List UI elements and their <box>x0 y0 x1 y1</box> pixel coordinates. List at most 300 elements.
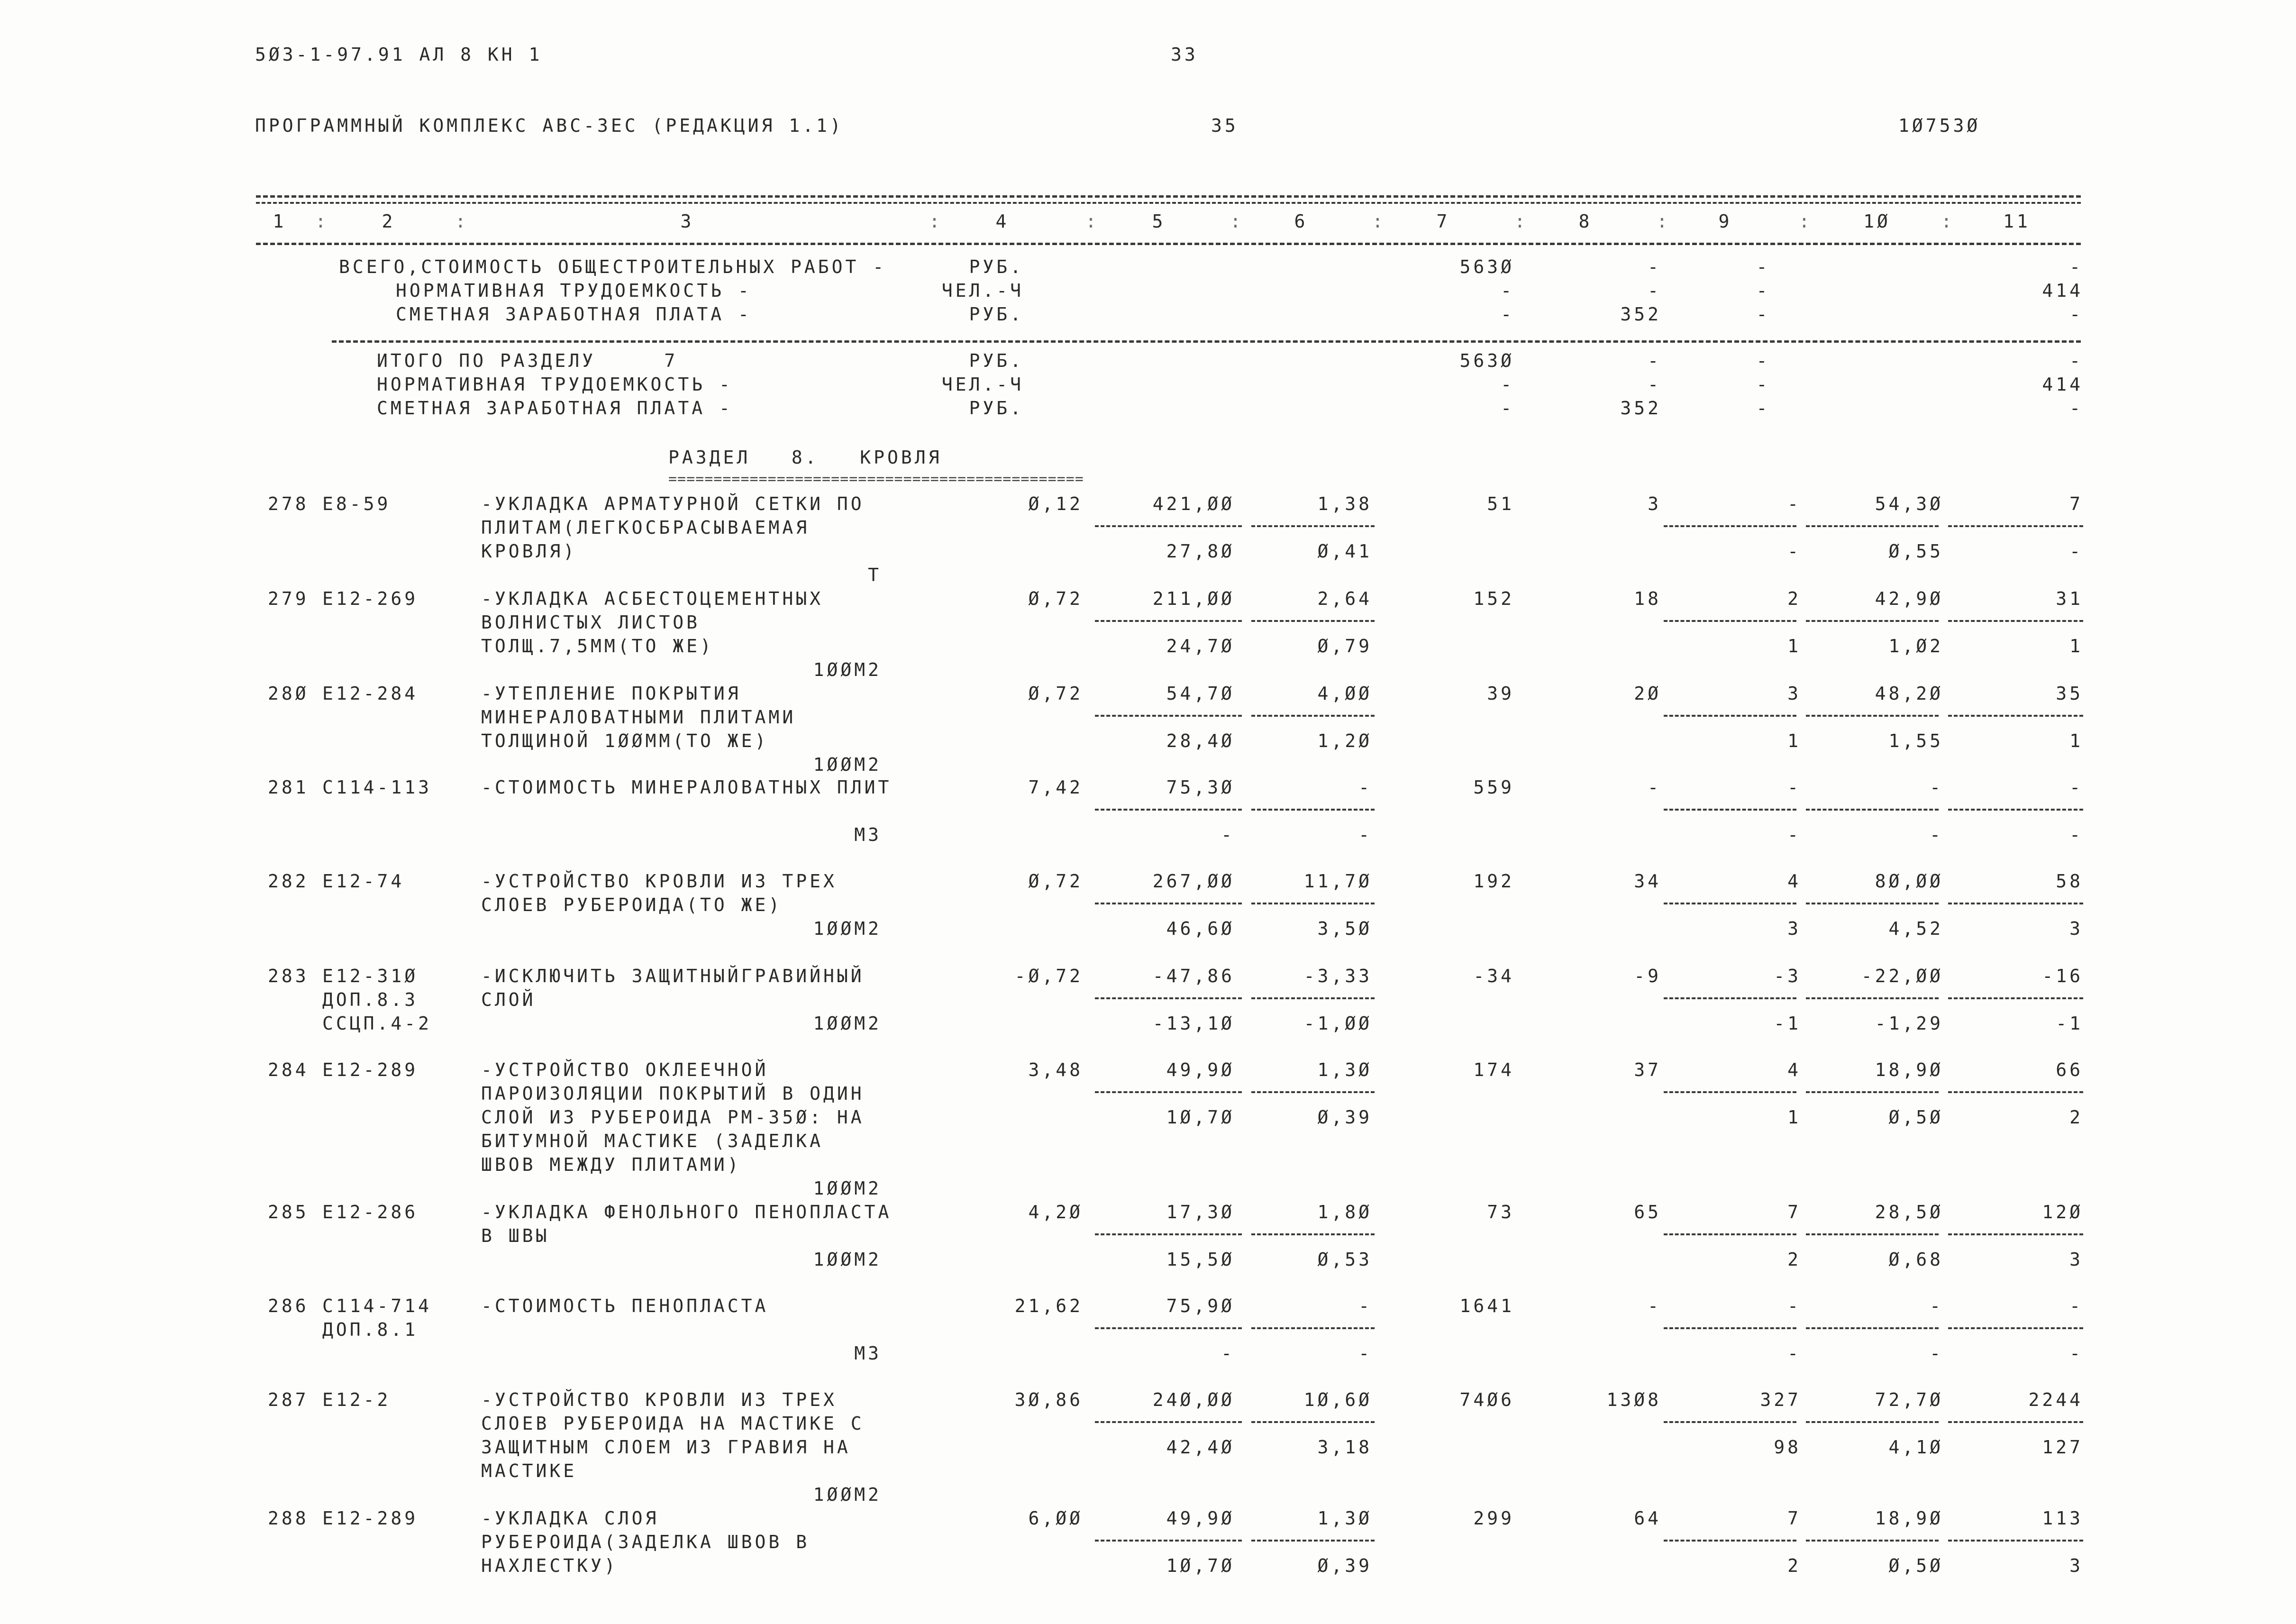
row-value-c11: 113 <box>2042 1508 2083 1529</box>
row-subrule-c5 <box>1095 903 1242 904</box>
row-subrule-c11 <box>1948 997 2083 999</box>
row-description: -УКЛАДКА СЛОЯ <box>481 1508 659 1529</box>
row-value-c5-lower: -13,1Ø <box>1152 1013 1235 1034</box>
row-norm-code: ДОП.8.3 <box>322 989 419 1010</box>
summary-col9: - <box>1756 256 1770 277</box>
row-value-c10: - <box>1930 777 1943 798</box>
row-value-c4: 6,ØØ <box>1028 1508 1083 1529</box>
row-subrule-c10 <box>1806 1233 1939 1235</box>
column-header-5: 5 <box>1152 211 1166 232</box>
row-value-c6: - <box>1358 1296 1372 1316</box>
row-subrule-c10 <box>1806 1091 1939 1093</box>
row-subrule-c10 <box>1806 1421 1939 1423</box>
row-unit: 1ØØМ2 <box>813 1249 882 1270</box>
summary-unit: ЧЕЛ.-Ч <box>941 280 1024 301</box>
row-value-c7: 299 <box>1473 1508 1514 1529</box>
row-value-c7: 559 <box>1473 777 1514 798</box>
row-description: -УКЛАДКА АРМАТУРНОЙ СЕТКИ ПО <box>481 493 865 514</box>
row-value-c4: Ø,72 <box>1028 588 1083 609</box>
row-subrule-c11 <box>1948 1327 2083 1329</box>
row-subrule-c9 <box>1664 1540 1796 1542</box>
row-unit: 1ØØМ2 <box>813 918 882 939</box>
row-description: -УКЛАДКА ФЕНОЛЬНОГО ПЕНОПЛАСТА <box>481 1202 892 1223</box>
row-description: -ИСКЛЮЧИТЬ ЗАЩИТНЫЙГРАВИЙНЫЙ <box>481 966 865 986</box>
column-header-7: 7 <box>1436 211 1450 232</box>
column-separator: : <box>1514 211 1528 232</box>
row-value-c10-lower: -1,29 <box>1875 1013 1943 1034</box>
column-separator: : <box>1657 211 1670 232</box>
row-value-c10-lower: - <box>1930 1343 1943 1364</box>
row-value-c11: - <box>2069 1296 2083 1316</box>
row-description: ВОЛНИСТЫХ ЛИСТОВ <box>481 612 701 633</box>
summary-col9: - <box>1756 374 1770 395</box>
summary-col9: - <box>1756 398 1770 419</box>
summary-col11: - <box>2069 350 2083 371</box>
row-value-c9: 3 <box>1787 683 1801 704</box>
row-value-c11: - <box>2069 777 2083 798</box>
row-value-c6-lower: -1,ØØ <box>1303 1013 1372 1034</box>
row-subrule-c11 <box>1948 903 2083 904</box>
row-number: 285 <box>268 1202 309 1223</box>
row-value-c4: 3Ø,86 <box>1014 1389 1083 1410</box>
row-value-c5: 211,ØØ <box>1152 588 1235 609</box>
row-value-c11: -16 <box>2042 966 2083 986</box>
row-subrule-c9 <box>1664 1421 1796 1423</box>
row-value-c9-lower: - <box>1787 1343 1801 1364</box>
summary-label: СМЕТНАЯ ЗАРАБОТНАЯ ПЛАТА - <box>377 398 733 419</box>
summary-col8: - <box>1648 374 1661 395</box>
row-value-c6: 2,64 <box>1317 588 1372 609</box>
row-value-c10: 48,2Ø <box>1875 683 1943 704</box>
row-value-c10-lower: Ø,55 <box>1888 541 1943 562</box>
column-separator: : <box>455 211 469 232</box>
row-value-c5: 54,7Ø <box>1166 683 1235 704</box>
row-subrule-c5 <box>1095 715 1242 717</box>
row-value-c5: 17,3Ø <box>1166 1202 1235 1223</box>
row-subrule-c5 <box>1095 1327 1242 1329</box>
row-value-c7: 74Ø6 <box>1459 1389 1514 1410</box>
row-subrule-c6 <box>1251 1540 1375 1542</box>
row-value-c5: 75,9Ø <box>1166 1296 1235 1316</box>
row-description: МИНЕРАЛОВАТНЫМИ ПЛИТАМИ <box>481 707 796 728</box>
row-subrule-c6 <box>1251 809 1375 811</box>
row-value-c11-lower: 1 <box>2069 730 2083 751</box>
row-value-c10: 18,9Ø <box>1875 1059 1943 1080</box>
row-subrule-c11 <box>1948 809 2083 811</box>
document-reference: 5Ø3-1-97.91 АЛ 8 КН 1 <box>255 44 543 65</box>
column-separator: : <box>929 211 943 232</box>
row-description: СЛОЙ ИЗ РУБЕРОИДА РМ-35Ø: НА <box>481 1107 865 1128</box>
row-value-c10-lower: 1,55 <box>1888 730 1943 751</box>
row-description: -УТЕПЛЕНИЕ ПОКРЫТИЯ <box>481 683 741 704</box>
row-unit: 1ØØМ2 <box>813 754 882 775</box>
row-value-c8: - <box>1648 1296 1661 1316</box>
table-top-rule-2 <box>256 202 2081 204</box>
row-value-c10: - <box>1930 1296 1943 1316</box>
summary-col9: - <box>1756 280 1770 301</box>
row-value-c6-lower: Ø,39 <box>1317 1555 1372 1576</box>
row-value-c6-lower: - <box>1358 824 1372 845</box>
row-subrule-c9 <box>1664 997 1796 999</box>
row-norm-code: ССЦП.4-2 <box>322 1013 432 1034</box>
summary-col8: 352 <box>1620 304 1661 325</box>
row-norm-code: С114-113 <box>322 777 432 798</box>
page-number-top: 33 <box>1171 44 1198 65</box>
row-description: СЛОЙ <box>481 989 536 1010</box>
row-value-c11-lower: 3 <box>2069 918 2083 939</box>
summary-col8: - <box>1648 350 1661 371</box>
row-value-c6: 4,ØØ <box>1317 683 1372 704</box>
row-value-c11: 7 <box>2069 493 2083 514</box>
row-value-c8: 64 <box>1634 1508 1661 1529</box>
summary-col7: 563Ø <box>1459 256 1514 277</box>
row-value-c9: 4 <box>1787 871 1801 892</box>
row-value-c10-lower: Ø,5Ø <box>1888 1555 1943 1576</box>
row-norm-code: Е12-284 <box>322 683 419 704</box>
row-value-c7: 1641 <box>1459 1296 1514 1316</box>
row-value-c9: 4 <box>1787 1059 1801 1080</box>
row-value-c7: 73 <box>1487 1202 1514 1223</box>
row-norm-code: Е12-269 <box>322 588 419 609</box>
row-value-c11-lower: 2 <box>2069 1107 2083 1128</box>
row-unit: 1ØØМ2 <box>813 1484 882 1505</box>
column-header-10: 1Ø <box>1863 211 1891 232</box>
row-value-c5: -47,86 <box>1152 966 1235 986</box>
row-value-c11-lower: 3 <box>2069 1249 2083 1270</box>
row-value-c9: 2 <box>1787 588 1801 609</box>
row-subrule-c10 <box>1806 715 1939 717</box>
row-value-c6: 1,38 <box>1317 493 1372 514</box>
row-value-c4: 7,42 <box>1028 777 1083 798</box>
row-value-c4: -Ø,72 <box>1014 966 1083 986</box>
row-number: 286 <box>268 1296 309 1316</box>
row-norm-code: Е12-31Ø <box>322 966 419 986</box>
row-subrule-c10 <box>1806 903 1939 904</box>
row-norm-code: Е12-286 <box>322 1202 419 1223</box>
row-description: СЛОЕВ РУБЕРОИДА(ТО ЖЕ) <box>481 894 783 915</box>
row-description: КРОВЛЯ) <box>481 541 577 562</box>
row-norm-code: ДОП.8.1 <box>322 1319 419 1340</box>
row-value-c10: 72,7Ø <box>1875 1389 1943 1410</box>
summary-label: СМЕТНАЯ ЗАРАБОТНАЯ ПЛАТА - <box>396 304 752 325</box>
row-value-c5-lower: - <box>1221 1343 1235 1364</box>
row-value-c5: 75,3Ø <box>1166 777 1235 798</box>
row-subrule-c6 <box>1251 1091 1375 1093</box>
summary-separator-rule <box>332 340 2081 343</box>
row-description: ТОЛЩИНОЙ 1ØØММ(ТО ЖЕ) <box>481 730 769 751</box>
row-value-c9: 327 <box>1760 1389 1801 1410</box>
row-subrule-c9 <box>1664 903 1796 904</box>
column-header-1: 1 <box>273 211 287 232</box>
row-value-c8: 18 <box>1634 588 1661 609</box>
row-subrule-c9 <box>1664 1327 1796 1329</box>
row-norm-code: С114-714 <box>322 1296 432 1316</box>
row-norm-code: Е12-74 <box>322 871 405 892</box>
row-subrule-c10 <box>1806 525 1939 527</box>
row-value-c8: 3 <box>1648 493 1661 514</box>
column-separator: : <box>1230 211 1244 232</box>
row-description: МАСТИКЕ <box>481 1460 577 1481</box>
column-separator: : <box>1085 211 1099 232</box>
summary-col9: - <box>1756 350 1770 371</box>
row-value-c10: 8Ø,ØØ <box>1875 871 1943 892</box>
row-value-c7: 152 <box>1473 588 1514 609</box>
row-value-c11: 31 <box>2056 588 2083 609</box>
summary-col9: - <box>1756 304 1770 325</box>
row-description: -СТОИМОСТЬ МИНЕРАЛОВАТНЫХ ПЛИТ <box>481 777 892 798</box>
row-value-c8: -9 <box>1634 966 1661 986</box>
row-unit: 1ØØМ2 <box>813 659 882 680</box>
row-number: 283 <box>268 966 309 986</box>
summary-col11: 414 <box>2042 280 2083 301</box>
row-subrule-c11 <box>1948 620 2083 622</box>
row-description: РУБЕРОИДА(ЗАДЕЛКА ШВОВ В <box>481 1532 810 1552</box>
row-value-c9-lower: 2 <box>1787 1555 1801 1576</box>
row-value-c5-lower: 46,6Ø <box>1166 918 1235 939</box>
row-description: В ШВЫ <box>481 1225 550 1246</box>
row-value-c11-lower: - <box>2069 1343 2083 1364</box>
summary-unit: РУБ. <box>969 256 1024 277</box>
row-value-c10-lower: Ø,5Ø <box>1888 1107 1943 1128</box>
row-subrule-c9 <box>1664 525 1796 527</box>
row-value-c6: 11,7Ø <box>1303 871 1372 892</box>
row-number: 287 <box>268 1389 309 1410</box>
summary-col11: - <box>2069 256 2083 277</box>
row-value-c9-lower: - <box>1787 824 1801 845</box>
row-unit: Т <box>868 565 882 585</box>
summary-col8: 352 <box>1620 398 1661 419</box>
row-number: 288 <box>268 1508 309 1529</box>
row-value-c9: - <box>1787 777 1801 798</box>
row-subrule-c11 <box>1948 525 2083 527</box>
summary-col7: - <box>1501 280 1514 301</box>
row-value-c11-lower: 127 <box>2042 1437 2083 1458</box>
row-value-c11-lower: 3 <box>2069 1555 2083 1576</box>
row-subrule-c6 <box>1251 620 1375 622</box>
row-value-c5-lower: 42,4Ø <box>1166 1437 1235 1458</box>
row-value-c11: 58 <box>2056 871 2083 892</box>
row-subrule-c9 <box>1664 809 1796 811</box>
row-value-c10: 28,5Ø <box>1875 1202 1943 1223</box>
row-value-c6-lower: Ø,79 <box>1317 636 1372 657</box>
row-value-c10: 42,9Ø <box>1875 588 1943 609</box>
row-subrule-c9 <box>1664 1233 1796 1235</box>
summary-col11: - <box>2069 398 2083 419</box>
row-value-c6: 1Ø,6Ø <box>1303 1389 1372 1410</box>
row-value-c10-lower: 1,Ø2 <box>1888 636 1943 657</box>
page-number: 35 <box>1211 115 1239 136</box>
row-value-c4: 3,48 <box>1028 1059 1083 1080</box>
row-value-c6-lower: 3,18 <box>1317 1437 1372 1458</box>
row-subrule-c10 <box>1806 1327 1939 1329</box>
row-value-c6-lower: Ø,41 <box>1317 541 1372 562</box>
row-subrule-c11 <box>1948 1540 2083 1542</box>
row-number: 284 <box>268 1059 309 1080</box>
row-value-c8: 65 <box>1634 1202 1661 1223</box>
summary-col7: - <box>1501 374 1514 395</box>
row-value-c6-lower: Ø,39 <box>1317 1107 1372 1128</box>
summary-label: ИТОГО ПО РАЗДЕЛУ 7 <box>377 350 678 371</box>
row-value-c9-lower: 1 <box>1787 636 1801 657</box>
row-value-c9: 7 <box>1787 1202 1801 1223</box>
row-value-c9-lower: 1 <box>1787 730 1801 751</box>
row-subrule-c6 <box>1251 903 1375 904</box>
column-separator: : <box>1799 211 1813 232</box>
summary-col8: - <box>1648 256 1661 277</box>
row-value-c5-lower: 15,5Ø <box>1166 1249 1235 1270</box>
row-subrule-c6 <box>1251 715 1375 717</box>
summary-unit: РУБ. <box>969 304 1024 325</box>
row-value-c11-lower: - <box>2069 824 2083 845</box>
row-subrule-c11 <box>1948 715 2083 717</box>
row-description: ПЛИТАМ(ЛЕГКОСБРАСЫВАЕМАЯ <box>481 517 810 538</box>
row-subrule-c11 <box>1948 1421 2083 1423</box>
row-value-c6-lower: - <box>1358 1343 1372 1364</box>
row-value-c6: -3,33 <box>1303 966 1372 986</box>
column-header-4: 4 <box>995 211 1010 232</box>
row-value-c5-lower: 24,7Ø <box>1166 636 1235 657</box>
row-value-c6-lower: 1,2Ø <box>1317 730 1372 751</box>
row-description: -СТОИМОСТЬ ПЕНОПЛАСТА <box>481 1296 769 1316</box>
row-subrule-c5 <box>1095 1540 1242 1542</box>
column-separator: : <box>1941 211 1955 232</box>
row-value-c6: - <box>1358 777 1372 798</box>
row-value-c5-lower: 1Ø,7Ø <box>1166 1555 1235 1576</box>
row-value-c11: 66 <box>2056 1059 2083 1080</box>
row-value-c8: 2Ø <box>1634 683 1661 704</box>
row-value-c8: 37 <box>1634 1059 1661 1080</box>
summary-col7: 563Ø <box>1459 350 1514 371</box>
row-norm-code: Е12-2 <box>322 1389 391 1410</box>
row-value-c9-lower: 2 <box>1787 1249 1801 1270</box>
row-subrule-c5 <box>1095 809 1242 811</box>
column-header-6: 6 <box>1294 211 1308 232</box>
column-header-11: 11 <box>2003 211 2031 232</box>
row-value-c8: - <box>1648 777 1661 798</box>
row-norm-code: Е12-289 <box>322 1059 419 1080</box>
row-number: 281 <box>268 777 309 798</box>
program-title: ПРОГРАММНЫЙ КОМПЛЕКС АВС-3ЕС (РЕДАКЦИЯ 1.1) <box>255 115 844 136</box>
row-value-c11-lower: 1 <box>2069 636 2083 657</box>
row-unit: М3 <box>854 824 882 845</box>
row-subrule-c11 <box>1948 1233 2083 1235</box>
row-number: 282 <box>268 871 309 892</box>
row-number: 278 <box>268 493 309 514</box>
row-value-c7: 192 <box>1473 871 1514 892</box>
row-number: 279 <box>268 588 309 609</box>
row-value-c9: -3 <box>1774 966 1801 986</box>
row-value-c5: 49,9Ø <box>1166 1059 1235 1080</box>
header-bottom-rule <box>256 243 2081 245</box>
row-description: СЛОЕВ РУБЕРОИДА НА МАСТИКЕ С <box>481 1413 865 1434</box>
row-description: -УСТРОЙСТВО КРОВЛИ ИЗ ТРЕХ <box>481 871 837 892</box>
column-header-8: 8 <box>1578 211 1593 232</box>
row-subrule-c5 <box>1095 1233 1242 1235</box>
row-value-c9-lower: 3 <box>1787 918 1801 939</box>
row-subrule-c9 <box>1664 1091 1796 1093</box>
row-value-c5-lower: 28,4Ø <box>1166 730 1235 751</box>
document-code: 1Ø753Ø <box>1898 115 1981 136</box>
row-value-c9: - <box>1787 1296 1801 1316</box>
row-value-c11-lower: - <box>2069 541 2083 562</box>
row-subrule-c5 <box>1095 1091 1242 1093</box>
summary-unit: РУБ. <box>969 350 1024 371</box>
column-separator: : <box>315 211 329 232</box>
row-description: -УСТРОЙСТВО ОКЛЕЕЧНОЙ <box>481 1059 769 1080</box>
row-value-c6: 1,3Ø <box>1317 1508 1372 1529</box>
row-subrule-c9 <box>1664 620 1796 622</box>
column-header-3: 3 <box>680 211 694 232</box>
row-value-c11: 35 <box>2056 683 2083 704</box>
row-value-c9-lower: 1 <box>1787 1107 1801 1128</box>
row-value-c7: 39 <box>1487 683 1514 704</box>
table-top-rule <box>256 195 2081 198</box>
row-value-c7: 51 <box>1487 493 1514 514</box>
row-unit: 1ØØМ2 <box>813 1013 882 1034</box>
row-value-c4: Ø,72 <box>1028 683 1083 704</box>
summary-col8: - <box>1648 280 1661 301</box>
column-header-2: 2 <box>382 211 396 232</box>
summary-label: НОРМАТИВНАЯ ТРУДОЕМКОСТЬ - <box>377 374 733 395</box>
row-value-c5-lower: - <box>1221 824 1235 845</box>
row-description: -УКЛАДКА АСБЕСТОЦЕМЕНТНЫХ <box>481 588 823 609</box>
row-description: ШВОВ МЕЖДУ ПЛИТАМИ) <box>481 1154 741 1175</box>
row-value-c8: 13Ø8 <box>1606 1389 1661 1410</box>
section-title-underline: ============================================== <box>668 472 1084 486</box>
row-value-c10: 18,9Ø <box>1875 1508 1943 1529</box>
row-norm-code: Е8-59 <box>322 493 391 514</box>
row-value-c6-lower: 3,5Ø <box>1317 918 1372 939</box>
summary-col7: - <box>1501 398 1514 419</box>
row-value-c9-lower: - <box>1787 541 1801 562</box>
row-value-c4: 4,2Ø <box>1028 1202 1083 1223</box>
row-value-c11: 2244 <box>2028 1389 2083 1410</box>
row-subrule-c5 <box>1095 620 1242 622</box>
row-value-c10: 54,3Ø <box>1875 493 1943 514</box>
row-subrule-c5 <box>1095 997 1242 999</box>
column-header-9: 9 <box>1718 211 1732 232</box>
row-value-c5-lower: 27,8Ø <box>1166 541 1235 562</box>
row-value-c4: 21,62 <box>1014 1296 1083 1316</box>
row-value-c9: - <box>1787 493 1801 514</box>
row-norm-code: Е12-289 <box>322 1508 419 1529</box>
row-subrule-c6 <box>1251 525 1375 527</box>
row-number: 28Ø <box>268 683 309 704</box>
row-value-c9-lower: 98 <box>1774 1437 1801 1458</box>
row-subrule-c6 <box>1251 1233 1375 1235</box>
row-value-c10-lower: 4,52 <box>1888 918 1943 939</box>
row-value-c5: 24Ø,ØØ <box>1152 1389 1235 1410</box>
row-description: ЗАЩИТНЫМ СЛОЕМ ИЗ ГРАВИЯ НА <box>481 1437 851 1458</box>
row-value-c9: 7 <box>1787 1508 1801 1529</box>
row-value-c10-lower: Ø,68 <box>1888 1249 1943 1270</box>
row-subrule-c10 <box>1806 620 1939 622</box>
summary-unit: ЧЕЛ.-Ч <box>941 374 1024 395</box>
summary-label: НОРМАТИВНАЯ ТРУДОЕМКОСТЬ - <box>396 280 752 301</box>
row-value-c9-lower: -1 <box>1774 1013 1801 1034</box>
row-subrule-c6 <box>1251 997 1375 999</box>
row-subrule-c11 <box>1948 1091 2083 1093</box>
row-subrule-c6 <box>1251 1421 1375 1423</box>
summary-unit: РУБ. <box>969 398 1024 419</box>
row-value-c4: Ø,72 <box>1028 871 1083 892</box>
row-value-c7: -34 <box>1473 966 1514 986</box>
row-subrule-c5 <box>1095 1421 1242 1423</box>
row-value-c11: 12Ø <box>2042 1202 2083 1223</box>
row-subrule-c6 <box>1251 1327 1375 1329</box>
summary-col7: - <box>1501 304 1514 325</box>
row-value-c4: Ø,12 <box>1028 493 1083 514</box>
